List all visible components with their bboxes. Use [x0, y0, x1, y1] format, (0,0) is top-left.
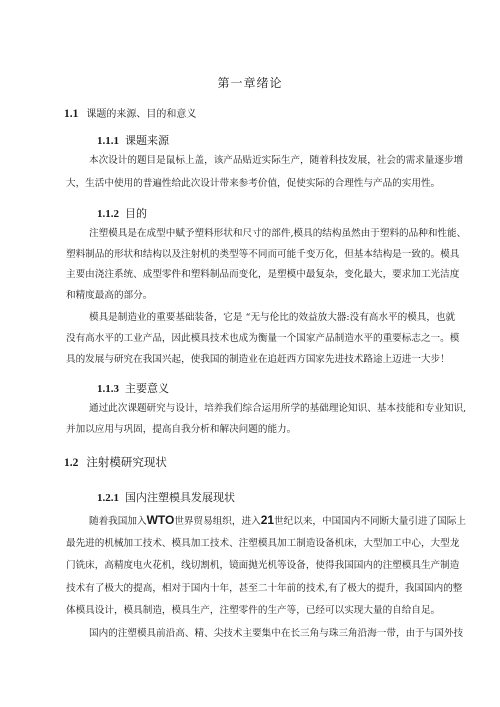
paragraph-line: 国内的注塑模具前沿高、精、尖技术主要集中在长三角与珠三角沿海一带，由于与国外技 — [89, 628, 464, 639]
section-number: 1.1 — [64, 108, 79, 120]
text-run: 世纪以来，中国国内不同断大量引进了国际上 — [274, 516, 466, 527]
paragraph-line: 具的发展与研究在我国兴起，使我国的制造业在追赶西方国家先进技术路途上迈进一大步！ — [66, 354, 450, 365]
section-heading-1-2 — [64, 454, 167, 470]
section-title: 课题的来源、目的和意义 — [86, 109, 197, 120]
paragraph-line: 体模具设计，模具制造，模具生产，注塑零件的生产等，已经可以实现大量的自给自足。 — [66, 605, 441, 616]
paragraph-line: 最先进的机械加工技术、模具加工技术、注塑模具加工制造设备机床，大型加工中心，大型龙 — [66, 538, 460, 549]
subsection-heading-1-1-2 — [97, 205, 147, 221]
subsection-heading-1-1-1 — [97, 132, 169, 148]
subsection-heading-1-2-1 — [97, 489, 235, 505]
text-run-wto: WTO — [146, 513, 175, 527]
paragraph-line — [89, 514, 466, 528]
subsection-number: 1.1.3 — [97, 383, 119, 395]
section-heading-1-1 — [64, 105, 196, 120]
paragraph-line: 和精度最高的部分。 — [66, 290, 153, 301]
paragraph-line: 主要由浇注系统、成型零件和塑料制品而变化，是塑模中最复杂，变化最大，要求加工光洁度 — [66, 269, 460, 280]
paragraph-line: 大，生活中使用的普遍性给此次设计带来参考价值，促使实际的合理性与产品的实用性。 — [66, 178, 441, 189]
subsection-heading-1-1-3 — [97, 380, 169, 396]
paragraph-line: 本次设计的题目是鼠标上盖，该产品贴近实际生产，随着科技发展，社会的需求量逐步增 — [89, 155, 464, 166]
paragraph-line: 注塑模具是在成型中赋予塑料形状和尺寸的部件,模具的结构虽然由于塑料的品种和性能、 — [89, 228, 467, 239]
subsection-number: 1.1.1 — [97, 135, 119, 147]
subsection-number: 1.1.2 — [97, 208, 119, 220]
section-number: 1.2 — [64, 457, 79, 469]
paragraph-line: 门铣床，高精度电火花机，线切割机，镜面抛光机等设备，使得我国国内的注塑模具生产制造 — [66, 560, 460, 571]
subsection-number: 1.2.1 — [97, 492, 119, 504]
chapter-title: 第一章绪论 — [217, 76, 283, 90]
paragraph-line: 模具是制造业的重要基础装备，它是 “无与伦比的效益放大器:没有高水平的模具，也就 — [89, 312, 456, 323]
subsection-title: 主要意义 — [125, 382, 169, 395]
text-run: 随着我国加入 — [89, 516, 147, 527]
subsection-title: 目的 — [125, 207, 147, 220]
subsection-title: 国内注塑模具发展现状 — [125, 491, 235, 504]
text-run-21: 21 — [260, 513, 275, 527]
paragraph-line: 没有高水平的工业产品，因此模具技术也成为衡量一个国家产品制造水平的重要标志之一。模 — [66, 333, 460, 344]
section-title: 注射模研究现状 — [86, 455, 167, 469]
paragraph-line: 通过此次课题研究与设计，培养我们综合运用所学的基础理论知识、基本技能和专业知识, — [89, 403, 467, 414]
paragraph-line: 并加以应用与巩固，提高自我分析和解决问题的能力。 — [66, 424, 297, 435]
paragraph-line: 塑料制品的形状和结构以及注射机的类型等不同而可能千变万化，但基本结构是一致的。模具 — [66, 249, 460, 260]
paragraph-line: 技术有了极大的提高，相对于国内十年，甚至二十年前的技术,有了极大的提升，我国国内的整 — [66, 583, 463, 594]
subsection-title: 课题来源 — [125, 134, 169, 147]
text-run: 世界贸易组织，进入 — [174, 516, 261, 527]
